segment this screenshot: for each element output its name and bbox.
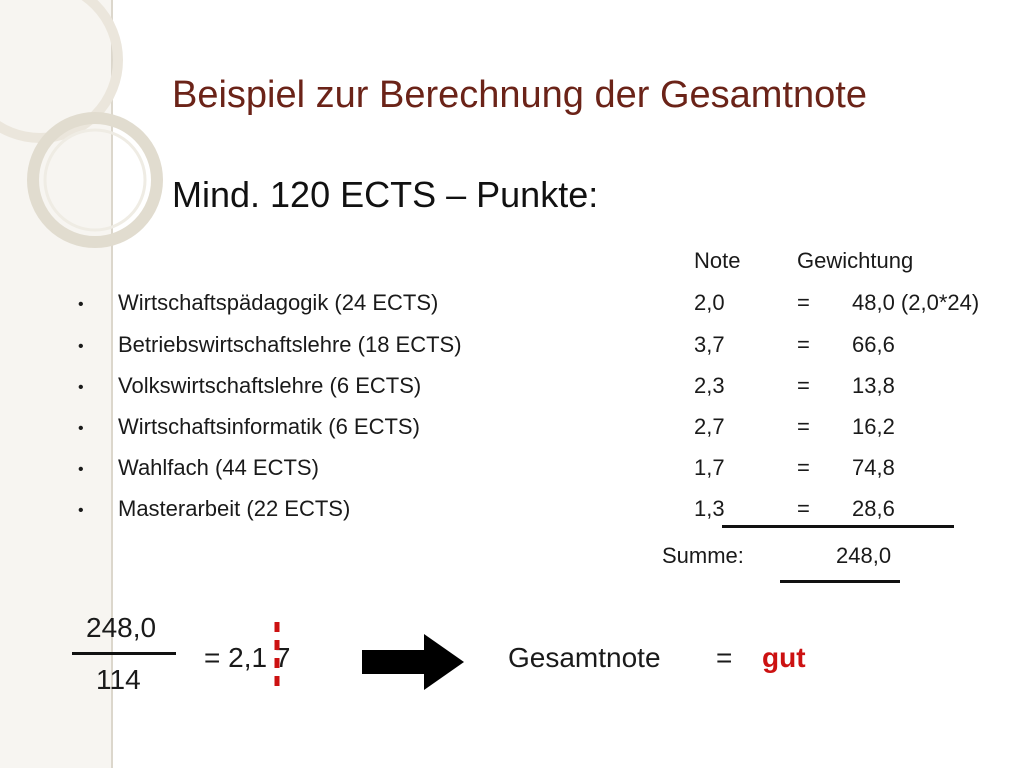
row-label: Masterarbeit (22 ECTS) <box>118 496 351 521</box>
row-note: 3,7 <box>694 332 725 357</box>
header-note: Note <box>694 248 741 273</box>
row-value: 74,8 <box>852 455 895 480</box>
row-label: Wirtschaftsinformatik (6 ECTS) <box>118 414 420 439</box>
sum-label: Summe: <box>662 543 744 568</box>
row-note: 2,0 <box>694 290 725 315</box>
sum-rule <box>722 525 954 528</box>
row-value: 48,0 (2,0*24) <box>852 290 980 315</box>
row-label: Wirtschaftspädagogik (24 ECTS) <box>118 290 439 315</box>
list-item <box>0 290 1024 330</box>
row-note: 2,7 <box>694 414 725 439</box>
row-value: 66,6 <box>852 332 895 357</box>
row-label: Betriebswirtschaftslehre (18 ECTS) <box>118 332 462 357</box>
final-equals: = <box>716 642 733 673</box>
final-grade: gut <box>762 642 806 673</box>
row-equals: = <box>797 373 810 398</box>
list-item <box>0 414 1024 454</box>
list-item <box>0 496 1024 536</box>
row-note: 1,3 <box>694 496 725 521</box>
final-label: Gesamtnote <box>508 642 661 673</box>
sum-double-rule <box>780 580 900 583</box>
list-item <box>0 455 1024 495</box>
calc-result: = 2,1 7 <box>204 642 291 673</box>
slide-subtitle: Mind. 120 ECTS – Punkte: <box>172 174 599 215</box>
row-value: 28,6 <box>852 496 895 521</box>
bullet-icon: • <box>78 502 84 519</box>
row-label: Volkswirtschaftslehre (6 ECTS) <box>118 373 422 398</box>
slide-title: Beispiel zur Berechnung der Gesamtnote <box>172 74 867 116</box>
row-equals: = <box>797 290 810 315</box>
row-equals: = <box>797 332 810 357</box>
list-item <box>0 373 1024 413</box>
bullet-icon: • <box>78 379 84 396</box>
row-value: 16,2 <box>852 414 895 439</box>
row-label: Wahlfach (44 ECTS) <box>118 455 319 480</box>
bullet-icon: • <box>78 461 84 478</box>
row-equals: = <box>797 414 810 439</box>
sum-value: 248,0 <box>836 543 892 568</box>
bullet-icon: • <box>78 296 84 313</box>
bullet-icon: • <box>78 338 84 355</box>
arrow-right-icon <box>362 634 466 690</box>
fraction-denominator: 114 <box>96 664 141 695</box>
header-weight: Gewichtung <box>797 248 914 273</box>
fraction-numerator: 248,0 <box>86 612 157 643</box>
row-note: 2,3 <box>694 373 725 398</box>
fraction-bar <box>72 652 176 655</box>
list-item <box>0 332 1024 372</box>
bullet-icon: • <box>78 420 84 437</box>
cutoff-marker-icon <box>270 618 284 698</box>
row-value: 13,8 <box>852 373 895 398</box>
row-note: 1,7 <box>694 455 725 480</box>
row-equals: = <box>797 496 810 521</box>
row-equals: = <box>797 455 810 480</box>
